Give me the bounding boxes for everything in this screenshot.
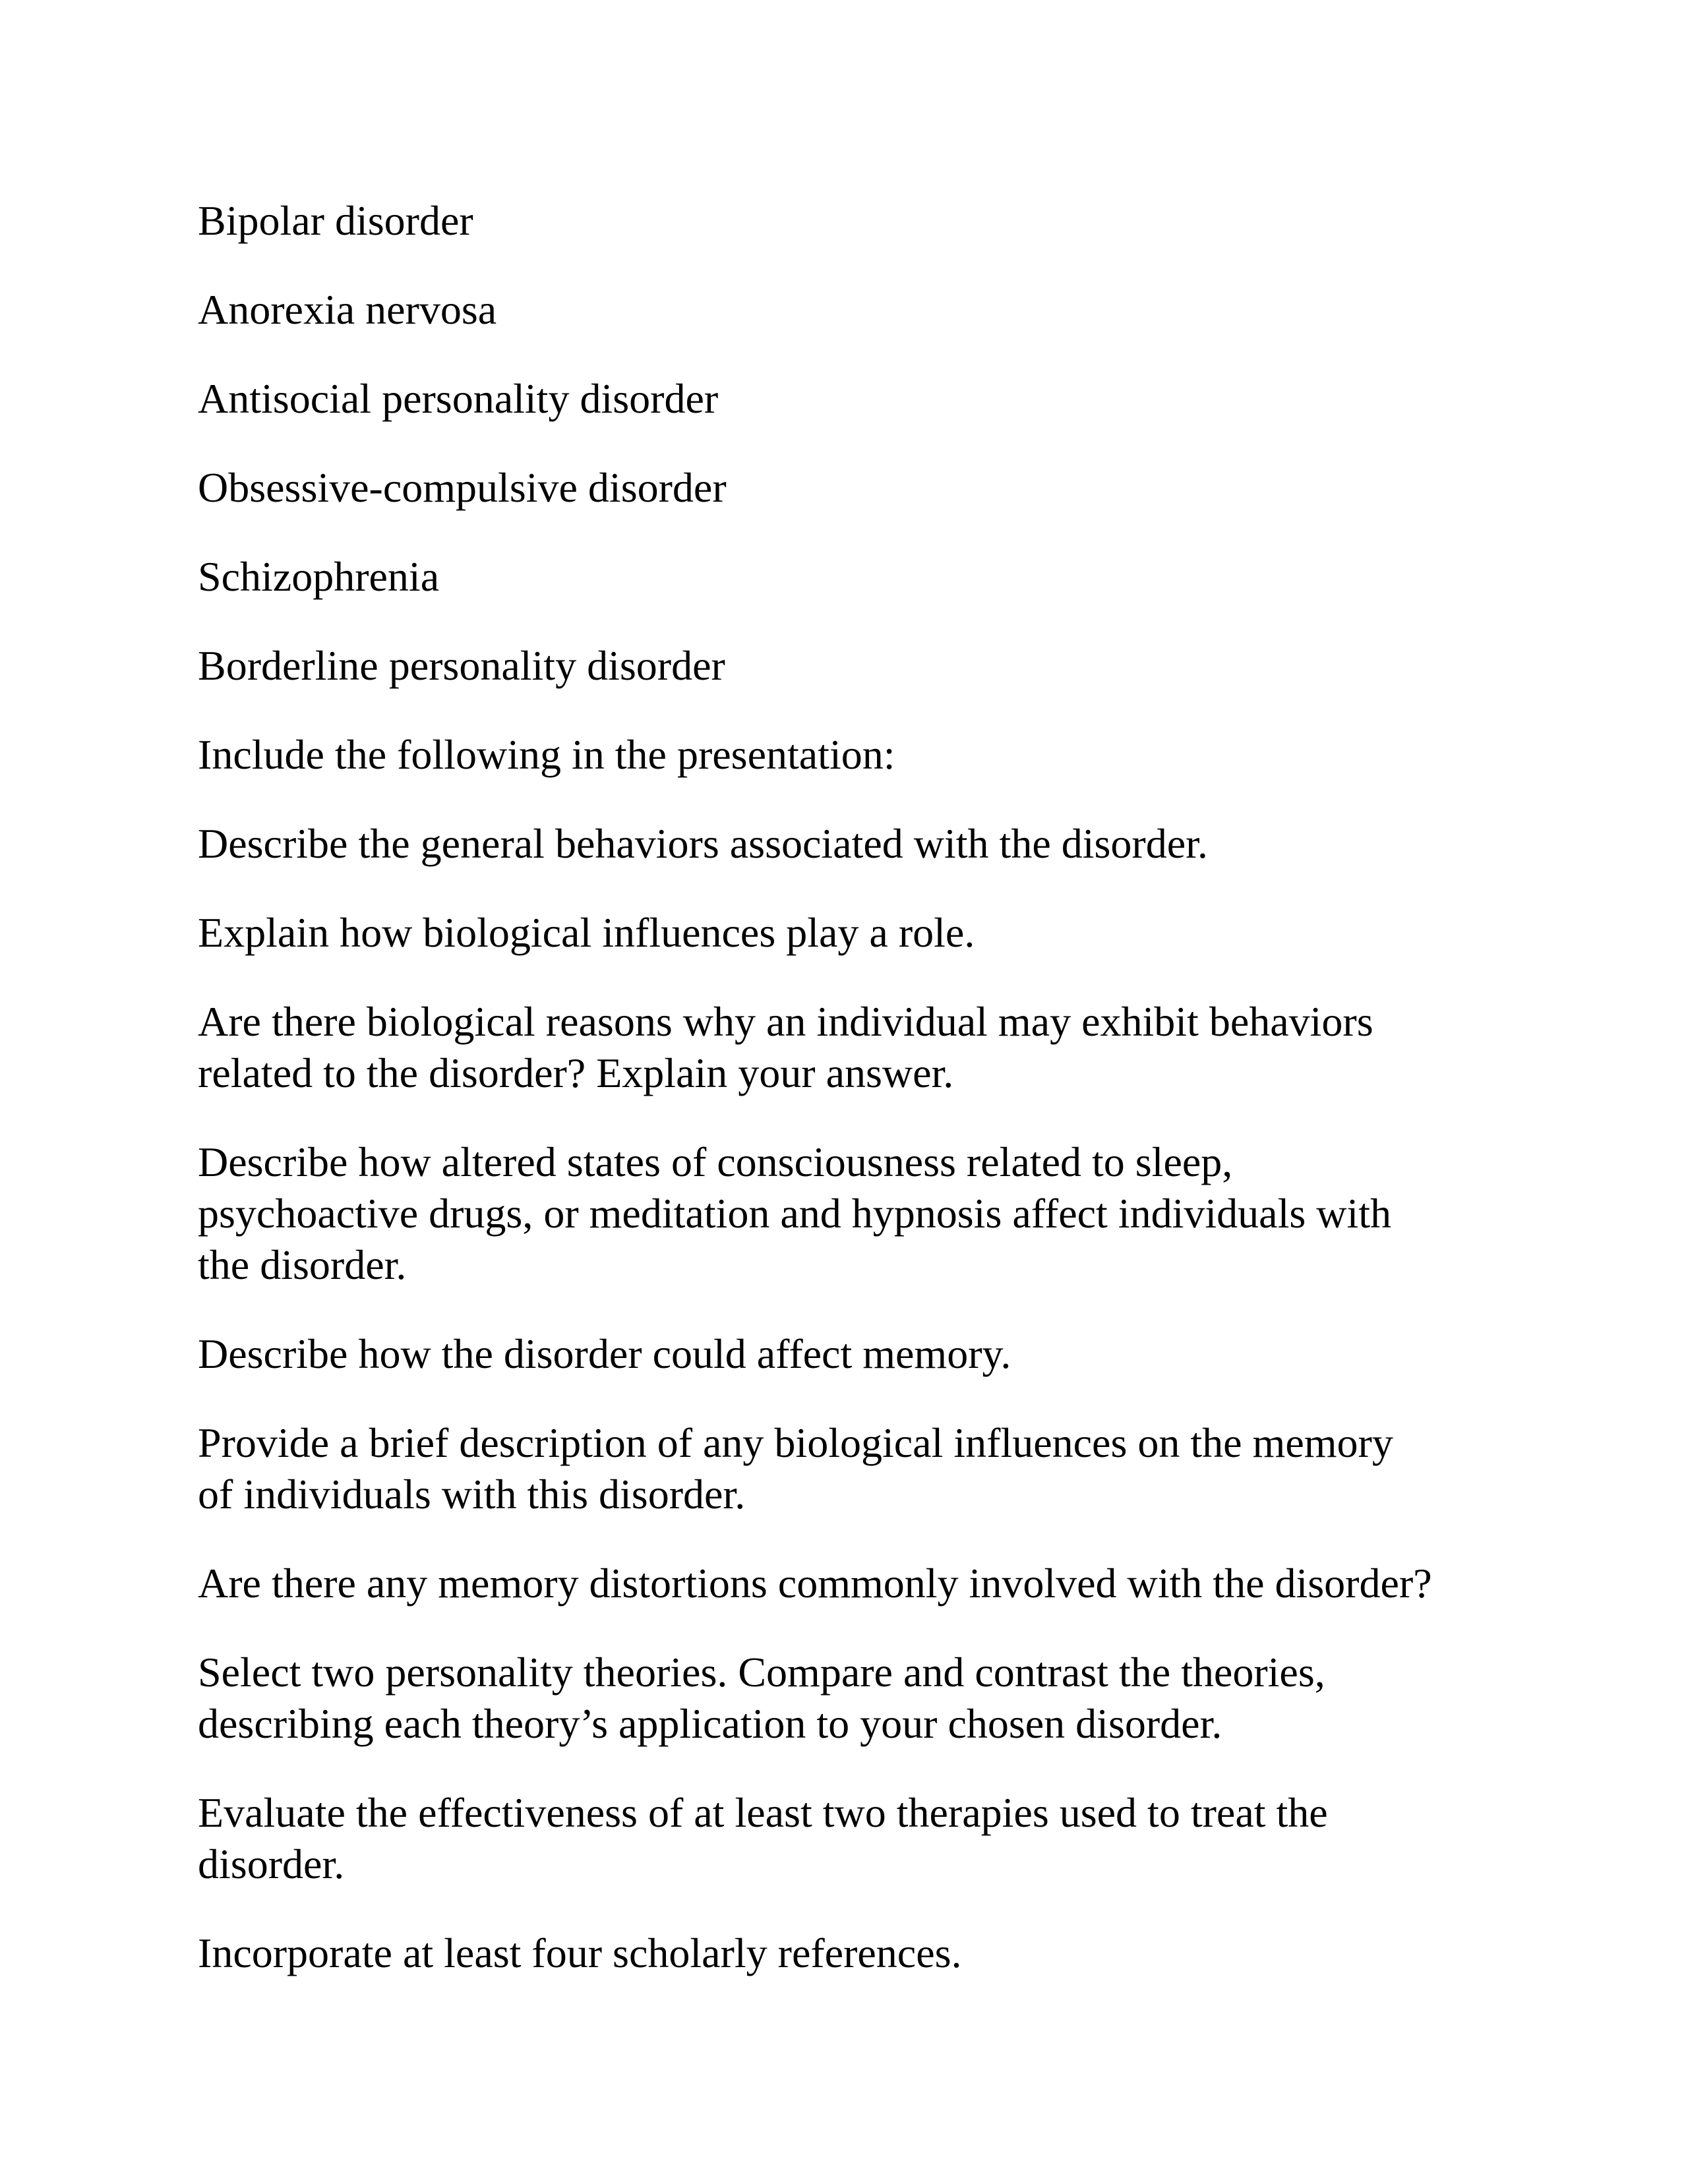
paragraph-include-following: Include the following in the presentation: <box>198 731 895 778</box>
paragraph-general-behaviors: Describe the general behaviors associated with the disorder. <box>198 820 1208 867</box>
paragraph-affect-memory: Describe how the disorder could affect memory. <box>198 1330 1011 1377</box>
paragraph-personality-theories: Select two personality theories. Compare and contrast the theories, describing each theory’s application to your chosen disorder. <box>198 1649 1325 1747</box>
paragraph-ocd: Obsessive-compulsive disorder <box>198 464 727 511</box>
paragraph-borderline: Borderline personality disorder <box>198 642 725 689</box>
paragraph-anorexia: Anorexia nervosa <box>198 286 497 333</box>
paragraph-bipolar: Bipolar disorder <box>198 197 473 244</box>
paragraph-biological-reasons: Are there biological reasons why an individual may exhibit behaviors related to the disorder? Explain your answer. <box>198 998 1373 1096</box>
paragraph-altered-states: Describe how altered states of consciousness related to sleep, psychoactive drugs, or meditation and hypnosis affect individuals with the disorder. <box>198 1138 1392 1288</box>
paragraph-therapies: Evaluate the effectiveness of at least two therapies used to treat the disorder. <box>198 1789 1328 1887</box>
paragraph-biological-influences: Explain how biological influences play a role. <box>198 909 975 956</box>
paragraph-references: Incorporate at least four scholarly references. <box>198 1930 962 1976</box>
document-body <box>198 195 1517 2017</box>
paragraph-schizophrenia: Schizophrenia <box>198 553 440 600</box>
paragraph-memory-distortions: Are there any memory distortions commonly involved with the disorder? <box>198 1560 1432 1607</box>
paragraph-memory-biological: Provide a brief description of any biological influences on the memory of individuals with this disorder. <box>198 1419 1393 1518</box>
paragraph-antisocial: Antisocial personality disorder <box>198 375 719 422</box>
